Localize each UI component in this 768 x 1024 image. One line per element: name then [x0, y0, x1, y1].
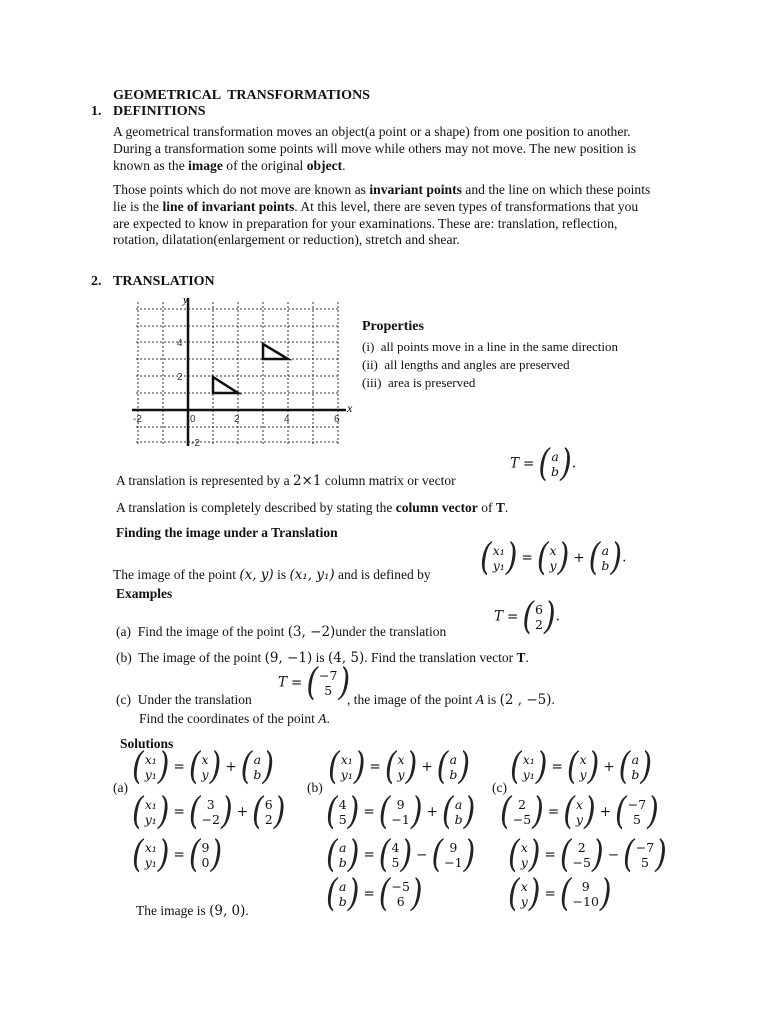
- term-image: image: [188, 157, 223, 173]
- solution-b-row-1: ( x₁ y₁ ) = ( x y ) + ( a b ): [328, 744, 471, 789]
- tick-x-0: 0: [190, 414, 196, 425]
- tick-x-6: 6: [334, 414, 340, 425]
- page-title: GEOMETRICAL TRANSFORMATIONS: [113, 88, 370, 103]
- section2-heading: TRANSLATION: [113, 274, 215, 289]
- x-axis-label: x: [347, 401, 353, 415]
- y-axis-label: y: [183, 294, 188, 306]
- translation-line-1: A translation is represented by a 2×1 column matrix or vector: [116, 473, 456, 489]
- definition-paragraph-2: Those points which do not move are known as invariant points and the line on which these points lie is the line of invariant points. At this level, there are seven types of transformations that you are expected to know in preparation for your examinations. These are: translation, reflection, rotation, dilatation(enlargement or reduction), stretch and shear.: [113, 182, 651, 248]
- solution-b-label: (b): [307, 780, 323, 795]
- solution-a-conclusion: The image is (9, 0).: [136, 903, 249, 919]
- solution-a-row-1: ( x₁ y₁ ) = ( x y ) + ( a b ): [132, 744, 275, 789]
- finding-heading: Finding the image under a Translation: [116, 525, 338, 540]
- tick-y-2: 2: [177, 372, 183, 383]
- translation-line-2: A translation is completely described by stating the column vector of T.: [116, 500, 509, 515]
- property-item: (ii) all lengths and angles are preserved: [362, 357, 570, 372]
- section2-number: 2.: [91, 274, 102, 289]
- example-c: (c) Under the translation: [116, 692, 252, 707]
- example-c-continued: , the image of the point A is (2 , −5).: [347, 692, 555, 708]
- tick-y-4: 4: [177, 338, 183, 349]
- solution-c-row-2: ( 2 −5 ) = ( x y ) + ( −7 5 ): [500, 789, 659, 834]
- solution-b-row-2: ( 4 5 ) = ( 9 −1 ) + ( a b ): [326, 789, 476, 834]
- tick-x-neg2: -2: [133, 414, 142, 425]
- image-triangle: [263, 344, 288, 359]
- definition-paragraph-1: A geometrical transformation moves an object(a point or a shape) from one position to another. During a transformation some points will move while others may not move. The new position is known as the image of the original object.: [113, 124, 637, 173]
- translation-graph: [128, 294, 360, 450]
- translation-definition-equation: ( x₁ y₁ ) = ( x y ) + ( a b ) .: [480, 535, 627, 580]
- term-invariant-points: invariant points: [369, 182, 462, 197]
- property-item: (iii) area is preserved: [362, 375, 476, 390]
- example-a: (a) Find the image of the point (3, −2)under the translation: [116, 624, 447, 640]
- solution-a-row-3: ( x₁ y₁ ) = ( 9 0 ): [132, 832, 223, 877]
- solution-c-row-1: ( x₁ y₁ ) = ( x y ) + ( a b ): [510, 744, 653, 789]
- example-c-vector: T = ( −7 5 ): [278, 660, 351, 705]
- solution-c-row-4: ( x y ) = ( 9 −10 ): [508, 871, 612, 916]
- tick-x-2: 2: [234, 414, 240, 425]
- properties-heading: Properties: [362, 319, 424, 334]
- solution-b-row-4: ( a b ) = ( −5 6 ): [326, 871, 423, 916]
- term-line-invariant: line of invariant points: [162, 198, 295, 214]
- solution-c-row-3: ( x y ) = ( 2 −5 ) − ( −7 5 ): [508, 832, 667, 877]
- solution-c-label: (c): [492, 780, 507, 795]
- solution-b-row-3: ( a b ) = ( 4 5 ) − ( 9 −1 ): [326, 832, 476, 877]
- section1-number: 1.: [91, 104, 102, 119]
- examples-heading: Examples: [116, 586, 173, 601]
- translation-vector-T: T = ( a b ) .: [510, 441, 577, 486]
- finding-text: The image of the point (x, y) is (x₁, y₁) and is defined by: [113, 567, 431, 583]
- property-item: (i) all points move in a line in the same direction: [362, 339, 618, 354]
- example-b: (b) The image of the point (9, −1) is (4, 5). Find the translation vector T.: [116, 650, 529, 666]
- term-object: object: [306, 157, 343, 173]
- solution-a-row-2: ( x₁ y₁ ) = ( 3 −2 ) + ( 6 2 ): [132, 789, 286, 834]
- tick-y-neg2: -2: [191, 438, 200, 449]
- example-c-line2: Find the coordinates of the point A.: [139, 711, 330, 726]
- section1-heading: DEFINITIONS: [113, 104, 206, 119]
- tick-x-4: 4: [284, 414, 290, 425]
- properties-box: [362, 318, 618, 392]
- example-a-vector: T = ( 6 2 ) .: [494, 594, 561, 639]
- object-triangle: [213, 377, 238, 393]
- solution-a-label: (a): [113, 780, 128, 795]
- solutions-heading: Solutions: [120, 736, 174, 751]
